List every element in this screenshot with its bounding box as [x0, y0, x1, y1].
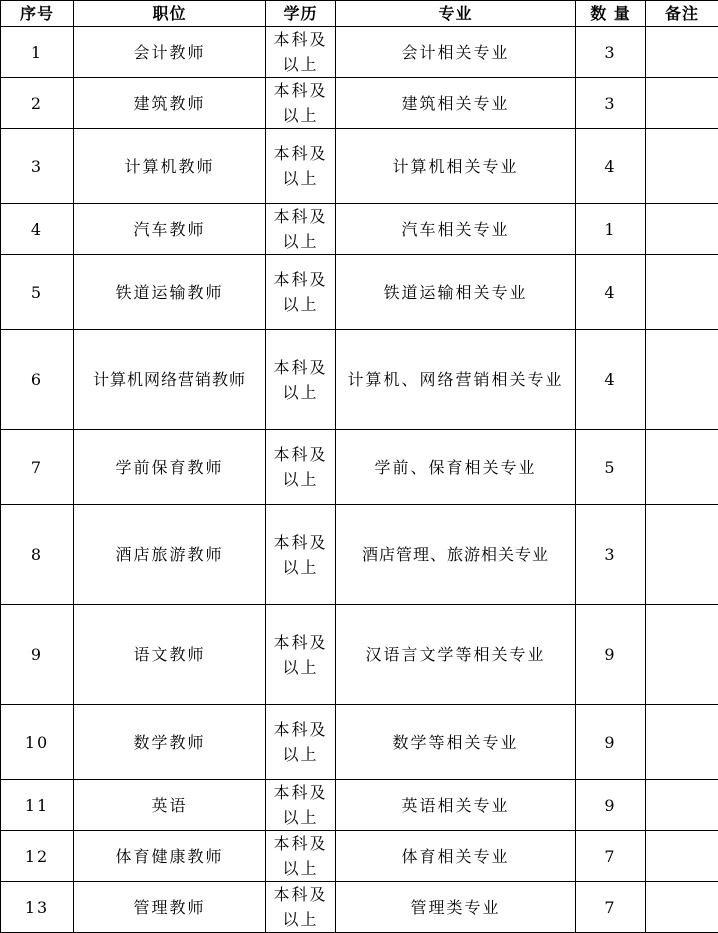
row-remarks: [646, 430, 718, 505]
row-remarks: [646, 882, 718, 933]
row-no: 10: [1, 705, 74, 780]
row-quantity: 5: [576, 430, 646, 505]
row-major: 汽车相关专业: [336, 204, 576, 255]
row-no: 8: [1, 505, 74, 605]
table-row: [1, 831, 718, 882]
row-remarks: [646, 129, 718, 204]
header-quantity: 数 量: [576, 1, 646, 27]
row-major: 体育相关专业: [336, 831, 576, 882]
row-position: 英语: [74, 780, 266, 831]
row-no: 4: [1, 204, 74, 255]
row-quantity: 9: [576, 780, 646, 831]
row-quantity: 4: [576, 129, 646, 204]
row-no: 3: [1, 129, 74, 204]
row-position: 数学教师: [74, 705, 266, 780]
row-position: 语文教师: [74, 605, 266, 705]
row-no: 9: [1, 605, 74, 705]
row-position: 汽车教师: [74, 204, 266, 255]
header-major: 专业: [336, 1, 576, 27]
row-no: 7: [1, 430, 74, 505]
row-education: 本科及以上: [266, 430, 336, 505]
row-no: 12: [1, 831, 74, 882]
row-education: 本科及以上: [266, 27, 336, 78]
table-row: [1, 78, 718, 129]
header-position: 职位: [74, 1, 266, 27]
row-quantity: 9: [576, 605, 646, 705]
row-education: 本科及以上: [266, 78, 336, 129]
row-education: 本科及以上: [266, 505, 336, 605]
row-position: 体育健康教师: [74, 831, 266, 882]
table-row: [1, 882, 718, 933]
table-row: [1, 27, 718, 78]
row-quantity: 1: [576, 204, 646, 255]
header-remarks: 备注: [646, 1, 718, 27]
table-row: [1, 129, 718, 204]
header-no: 序号: [1, 1, 74, 27]
row-major: 酒店管理、旅游相关专业: [336, 505, 576, 605]
row-major: 铁道运输相关专业: [336, 255, 576, 330]
row-no: 6: [1, 330, 74, 430]
row-major: 会计相关专业: [336, 27, 576, 78]
row-education: 本科及以上: [266, 705, 336, 780]
table-row: [1, 605, 718, 705]
table-row: [1, 780, 718, 831]
row-remarks: [646, 78, 718, 129]
table-row: [1, 505, 718, 605]
row-position: 会计教师: [74, 27, 266, 78]
row-no: 13: [1, 882, 74, 933]
row-position: 管理教师: [74, 882, 266, 933]
row-position: 学前保育教师: [74, 430, 266, 505]
row-major: 英语相关专业: [336, 780, 576, 831]
header-row: [1, 1, 718, 27]
row-major: 数学等相关专业: [336, 705, 576, 780]
row-education: 本科及以上: [266, 882, 336, 933]
row-quantity: 3: [576, 505, 646, 605]
row-position: 酒店旅游教师: [74, 505, 266, 605]
row-education: 本科及以上: [266, 605, 336, 705]
row-remarks: [646, 330, 718, 430]
table-row: [1, 430, 718, 505]
row-remarks: [646, 605, 718, 705]
header-education: 学历: [266, 1, 336, 27]
row-position: 建筑教师: [74, 78, 266, 129]
row-quantity: 9: [576, 705, 646, 780]
row-no: 2: [1, 78, 74, 129]
row-no: 1: [1, 27, 74, 78]
row-education: 本科及以上: [266, 831, 336, 882]
table-row: [1, 330, 718, 430]
row-position: 计算机网络营销教师: [74, 330, 266, 430]
row-remarks: [646, 204, 718, 255]
row-education: 本科及以上: [266, 129, 336, 204]
row-major: 计算机相关专业: [336, 129, 576, 204]
row-remarks: [646, 831, 718, 882]
row-education: 本科及以上: [266, 330, 336, 430]
row-major: 学前、保育相关专业: [336, 430, 576, 505]
row-quantity: 3: [576, 27, 646, 78]
row-quantity: 7: [576, 831, 646, 882]
table-row: [1, 204, 718, 255]
row-education: 本科及以上: [266, 780, 336, 831]
table-row: [1, 705, 718, 780]
row-major: 汉语言文学等相关专业: [336, 605, 576, 705]
row-quantity: 4: [576, 255, 646, 330]
row-education: 本科及以上: [266, 255, 336, 330]
row-major: 计算机、网络营销相关专业: [336, 330, 576, 430]
row-remarks: [646, 780, 718, 831]
row-remarks: [646, 27, 718, 78]
row-quantity: 7: [576, 882, 646, 933]
row-no: 11: [1, 780, 74, 831]
row-major: 建筑相关专业: [336, 78, 576, 129]
table-row: [1, 255, 718, 330]
row-major: 管理类专业: [336, 882, 576, 933]
row-remarks: [646, 255, 718, 330]
row-quantity: 4: [576, 330, 646, 430]
row-position: 铁道运输教师: [74, 255, 266, 330]
row-quantity: 3: [576, 78, 646, 129]
row-position: 计算机教师: [74, 129, 266, 204]
row-no: 5: [1, 255, 74, 330]
row-education: 本科及以上: [266, 204, 336, 255]
row-remarks: [646, 505, 718, 605]
row-remarks: [646, 705, 718, 780]
